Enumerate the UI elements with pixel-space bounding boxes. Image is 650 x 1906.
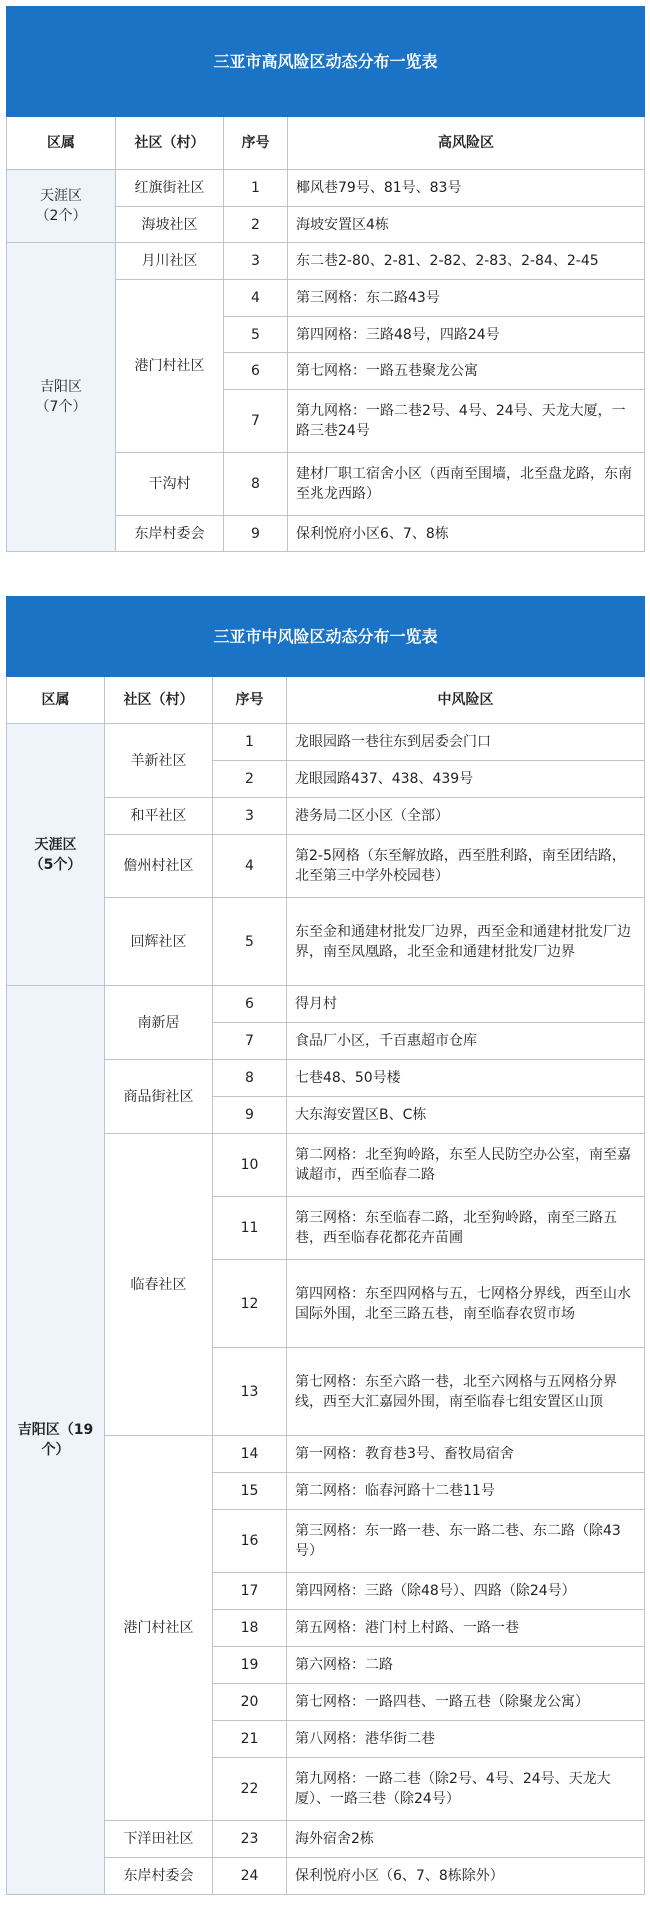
area-cell: 第四网格：三路48号，四路24号 xyxy=(288,317,645,353)
area-cell: 海外宿舍2栋 xyxy=(287,1821,645,1858)
community-cell: 临春社区 xyxy=(105,1134,213,1436)
row-no: 20 xyxy=(213,1684,287,1721)
area-cell: 大东海安置区B、C栋 xyxy=(287,1097,645,1134)
header-area: 中风险区 xyxy=(287,677,645,724)
row-no: 21 xyxy=(213,1721,287,1758)
row-no: 9 xyxy=(224,516,288,552)
row-no: 22 xyxy=(213,1758,287,1821)
row-no: 9 xyxy=(213,1097,287,1134)
row-no: 3 xyxy=(213,798,287,835)
row-no: 5 xyxy=(224,317,288,353)
row-no: 2 xyxy=(224,207,288,243)
row-no: 7 xyxy=(213,1023,287,1060)
medium-risk-table xyxy=(6,596,645,1895)
high-risk-table xyxy=(6,6,645,552)
row-no: 10 xyxy=(213,1134,287,1197)
row-no: 11 xyxy=(213,1197,287,1260)
row-no: 23 xyxy=(213,1821,287,1858)
row-no: 3 xyxy=(224,243,288,280)
area-cell: 第三网格：东一路一巷、东一路二巷、东二路（除43号） xyxy=(287,1510,645,1573)
row-no: 18 xyxy=(213,1610,287,1647)
area-cell: 东二巷2-80、2-81、2-82、2-83、2-84、2-45 xyxy=(288,243,645,280)
district-count: （7个） xyxy=(35,399,87,415)
area-cell: 第二网格：北至狗岭路，东至人民防空办公室，南至嘉诚超市，西至临春二路 xyxy=(287,1134,645,1197)
area-cell: 第七网格：一路四巷、一路五巷（除聚龙公寓） xyxy=(287,1684,645,1721)
community-cell: 回辉社区 xyxy=(105,898,213,986)
row-no: 16 xyxy=(213,1510,287,1573)
area-cell: 第二网格：临春河路十二巷11号 xyxy=(287,1473,645,1510)
high-risk-title: 三亚市高风险区动态分布一览表 xyxy=(7,7,645,117)
row-no: 8 xyxy=(213,1060,287,1097)
area-cell: 食品厂小区，千百惠超市仓库 xyxy=(287,1023,645,1060)
row-no: 17 xyxy=(213,1573,287,1610)
community-cell: 海坡社区 xyxy=(116,207,224,243)
area-cell: 第三网格：东至临春二路，北至狗岭路，南至三路五巷，西至临春花都花卉苗圃 xyxy=(287,1197,645,1260)
district-count: （5个） xyxy=(29,856,82,873)
area-cell: 第九网格：一路二巷（除2号、4号、24号、天龙大厦）、一路三巷（除24号） xyxy=(287,1758,645,1821)
community-cell: 东岸村委会 xyxy=(116,516,224,552)
community-cell: 月川社区 xyxy=(116,243,224,280)
header-community: 社区（村） xyxy=(105,677,213,724)
district-name: 吉阳区 xyxy=(40,379,82,395)
area-cell: 第2-5网格（东至解放路，西至胜利路，南至团结路，北至第三中学外校园巷） xyxy=(287,835,645,898)
community-cell: 东岸村委会 xyxy=(105,1858,213,1895)
row-no: 24 xyxy=(213,1858,287,1895)
row-no: 6 xyxy=(224,353,288,390)
community-cell: 羊新社区 xyxy=(105,724,213,798)
header-district: 区属 xyxy=(7,677,105,724)
header-no: 序号 xyxy=(213,677,287,724)
community-cell: 下洋田社区 xyxy=(105,1821,213,1858)
row-no: 4 xyxy=(224,280,288,317)
area-cell: 第四网格：东至四网格与五，七网格分界线，西至山水国际外围，北至三路五巷，南至临春农贸市场 xyxy=(287,1260,645,1348)
row-no: 12 xyxy=(213,1260,287,1348)
area-cell: 得月村 xyxy=(287,986,645,1023)
row-no: 8 xyxy=(224,453,288,516)
area-cell: 港务局二区小区（全部） xyxy=(287,798,645,835)
area-cell: 第七网格：东至六路一巷，北至六网格与五网格分界线，西至大汇嘉园外围，南至临春七组安置区山顶 xyxy=(287,1348,645,1436)
area-cell: 第五网格：港门村上村路、一路一巷 xyxy=(287,1610,645,1647)
community-cell: 儋州村社区 xyxy=(105,835,213,898)
row-no: 5 xyxy=(213,898,287,986)
area-cell: 七巷48、50号楼 xyxy=(287,1060,645,1097)
community-cell: 红旗街社区 xyxy=(116,170,224,207)
district-cell xyxy=(7,243,116,552)
area-cell: 第七网格：一路五巷聚龙公寓 xyxy=(288,353,645,390)
row-no: 15 xyxy=(213,1473,287,1510)
header-district: 区属 xyxy=(7,117,116,170)
area-cell: 第六网格：二路 xyxy=(287,1647,645,1684)
medium-risk-title: 三亚市中风险区动态分布一览表 xyxy=(7,597,645,677)
community-cell: 干沟村 xyxy=(116,453,224,516)
row-no: 6 xyxy=(213,986,287,1023)
row-no: 1 xyxy=(224,170,288,207)
district-name: 吉阳区（19 xyxy=(17,1422,94,1438)
community-cell: 商品街社区 xyxy=(105,1060,213,1134)
area-cell: 东至金和通建材批发厂边界，西至金和通建材批发厂边界，南至凤凰路，北至金和通建材批发厂边界 xyxy=(287,898,645,986)
row-no: 7 xyxy=(224,390,288,453)
area-cell: 椰风巷79号、81号、83号 xyxy=(288,170,645,207)
district-name: 天涯区 xyxy=(34,836,77,853)
area-cell: 保利悦府小区6、7、8栋 xyxy=(288,516,645,552)
header-no: 序号 xyxy=(224,117,288,170)
area-cell: 海坡安置区4栋 xyxy=(288,207,645,243)
community-cell: 港门村社区 xyxy=(105,1436,213,1821)
header-area: 高风险区 xyxy=(288,117,645,170)
area-cell: 第九网格：一路二巷2号、4号、24号、天龙大厦，一路三巷24号 xyxy=(288,390,645,453)
district-cell xyxy=(7,724,105,986)
area-cell: 建材厂职工宿舍小区（西南至围墙，北至盘龙路，东南至兆龙西路） xyxy=(288,453,645,516)
area-cell: 第一网格：教育巷3号、畜牧局宿舍 xyxy=(287,1436,645,1473)
community-cell: 港门村社区 xyxy=(116,280,224,453)
row-no: 2 xyxy=(213,761,287,798)
district-count: 个） xyxy=(41,1442,70,1458)
area-cell: 保利悦府小区（6、7、8栋除外） xyxy=(287,1858,645,1895)
district-count: （2个） xyxy=(35,208,87,224)
row-no: 14 xyxy=(213,1436,287,1473)
row-no: 13 xyxy=(213,1348,287,1436)
district-cell xyxy=(7,986,105,1895)
area-cell: 第八网格：港华街二巷 xyxy=(287,1721,645,1758)
area-cell: 第四网格：三路（除48号）、四路（除24号） xyxy=(287,1573,645,1610)
district-cell xyxy=(7,170,116,243)
community-cell: 和平社区 xyxy=(105,798,213,835)
area-cell: 龙眼园路一巷往东到居委会门口 xyxy=(287,724,645,761)
header-community: 社区（村） xyxy=(116,117,224,170)
row-no: 19 xyxy=(213,1647,287,1684)
area-cell: 第三网格：东二路43号 xyxy=(288,280,645,317)
district-name: 天涯区 xyxy=(40,188,82,204)
row-no: 4 xyxy=(213,835,287,898)
row-no: 1 xyxy=(213,724,287,761)
area-cell: 龙眼园路437、438、439号 xyxy=(287,761,645,798)
community-cell: 南新居 xyxy=(105,986,213,1060)
